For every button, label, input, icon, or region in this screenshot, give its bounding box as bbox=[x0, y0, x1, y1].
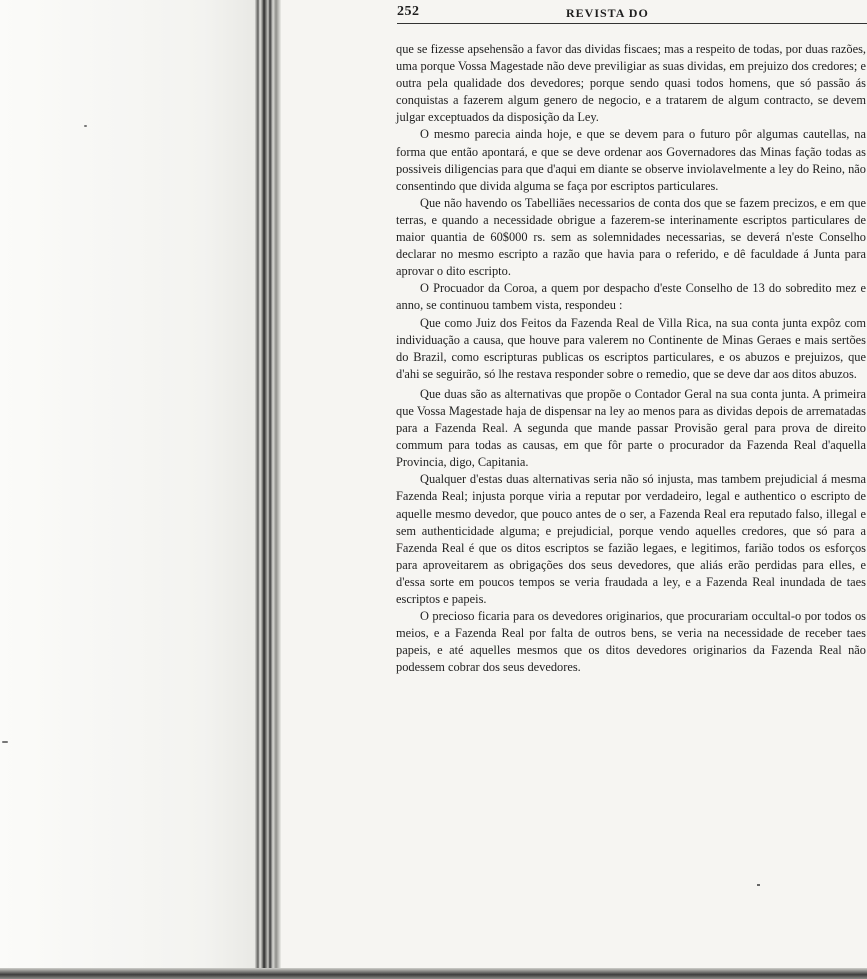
header-rule bbox=[397, 23, 867, 24]
paragraph: que se fizesse apsehensão a favor das dividas fiscaes; mas a respeito de todas, por duas razões, uma porque Vossa Magestade não deve previligiar as suas dividas, em prejuizo dos credores; e outra pela qualidade dos devedores; porque sendo quasi todos homens, que só passão ás conquistas a fazerem algum genero de negocio, e a tratarem de algum contracto, se devem julgar exceptuados da disposição da Ley. bbox=[396, 42, 866, 125]
bottom-edge bbox=[0, 968, 867, 979]
paragraph: Que como Juiz dos Feitos da Fazenda Real de Villa Rica, na sua conta junta expôz com individuação a causa, que houve para valerem no Continente de Minas Geraes e mais sertões do Brazil, como escripturas publicas os escriptos particulares, e os abuzos e prejuizos, que d'ahi se seguirão, só lhe restava responder sobre o remedio, que se deve dar aos ditos abuzos. bbox=[396, 315, 866, 381]
paragraph: Que não havendo os Tabelliães necessarios de conta dos que se fazem precizos, e em que terras, e quando a necessidade obrigue a fazerem-se interinamente escriptos particulares de maior quantia de 60$000 rs. sem as solemnidades necessarias, se deverá n'este Conselho declarar no mesmo escripto a razão que havia para o referido, e dê faculdade á Junta para aprovar o dito escripto. bbox=[396, 195, 866, 279]
running-title: REVISTA DO bbox=[566, 6, 649, 20]
page-speck bbox=[757, 884, 760, 886]
paragraph: Qualquer d'estas duas alternativas seria não só injusta, mas tambem prejudicial á mesma Fazenda Real; injusta porque viria a reputar por verdadeiro, legal e authentico o escripto de aquelle mesmo devedor, que pouco antes de o ser, a Fazenda Real era reputado falso, illegal e sem authenticidade alguma; e prejudicial, porque vendo aquelles credores, que só para a Fazenda Real é que os ditos escriptos se fazião legaes, e legitimos, farião todos os esforços para aproveitarem as obrigações dos seus devedores, que aliás erão perdidas para elles, e d'essa sorte em poucos tempos se veria fraudada a ley, e a Fazenda Real inundada de taes escriptos e papeis. bbox=[396, 472, 866, 606]
page-number: 252 bbox=[397, 4, 420, 19]
page-speck bbox=[2, 741, 8, 743]
paragraph: O precioso ficaria para os devedores originarios, que procurariam occultal-o por todos os meios, e a Fazenda Real por falta de outros bens, se veria na necessidade de receber taes papeis, e até aquelles mesmos que os ditos devedores originarios da Fazenda Real não podessem cobrar dos seus devedores. bbox=[396, 609, 866, 675]
page-speck bbox=[84, 125, 87, 127]
page-header bbox=[397, 4, 867, 24]
right-page bbox=[285, 0, 867, 966]
paragraph: O mesmo parecia ainda hoje, e que se devem para o futuro pôr algumas cautellas, na forma que então apontará, e que se deve ordenar aos Governadores das Minas fação todas as possiveis diligencias para que d'aqui em diante se observe inviolavelmente a ley do Reino, não consentindo que divida alguma se faça por escriptos particulares. bbox=[396, 127, 866, 193]
left-facing-page bbox=[0, 0, 255, 979]
paragraph: Que duas são as alternativas que propõe o Contador Geral na sua conta junta. A primeira que Vossa Magestade haja de dispensar na ley ao menos para as dividas depois de arrematadas para a Fazenda Real. A segunda que mande passar Provisão geral para prova de direito commum para todas as causas, em que fôr parte o procurador da Fazenda Real d'aquella Provincia, digo, Capitania. bbox=[396, 386, 866, 470]
book-gutter bbox=[255, 0, 281, 979]
body-text bbox=[396, 41, 866, 676]
paragraph: O Procuador da Coroa, a quem por despacho d'este Conselho de 13 do sobredito mez e anno, se continuou tambem vista, respondeu : bbox=[396, 281, 866, 313]
